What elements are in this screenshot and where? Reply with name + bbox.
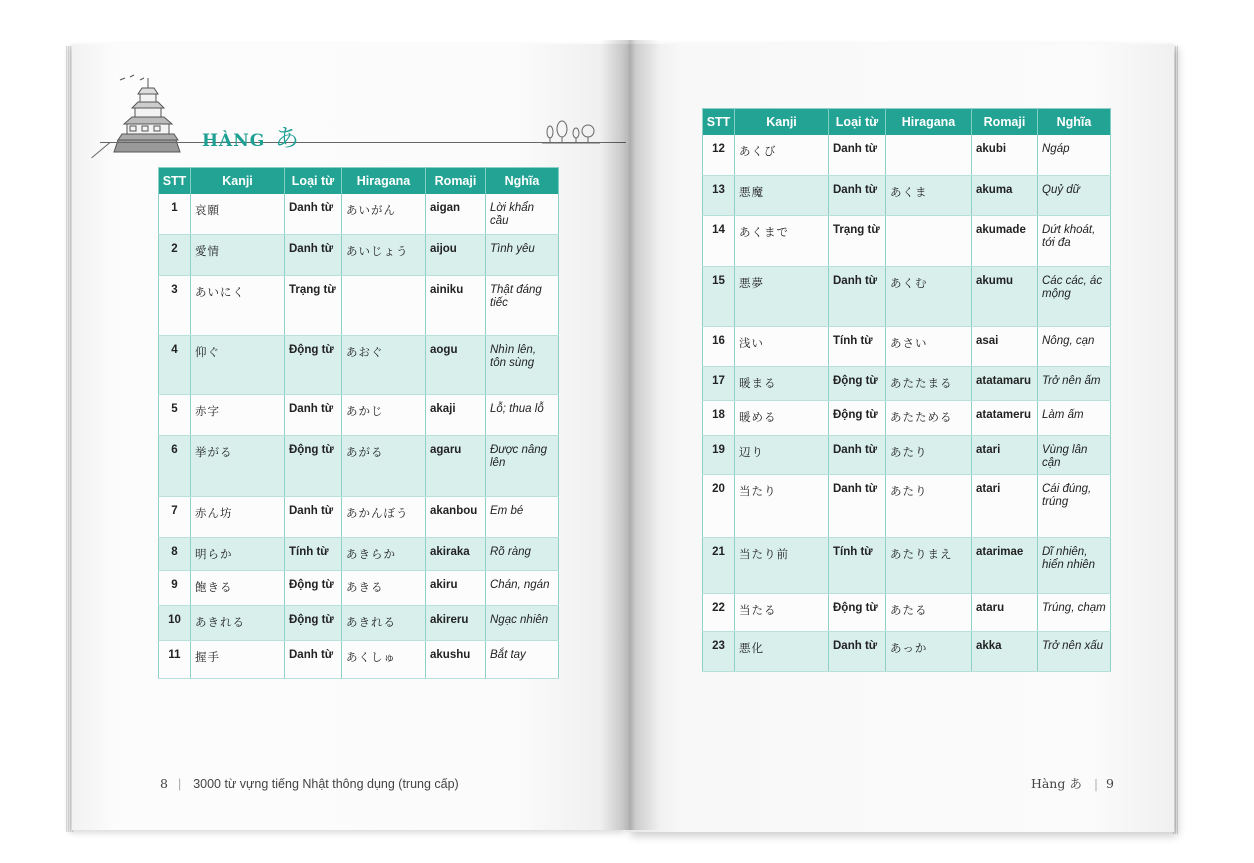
table-row bbox=[159, 570, 559, 605]
kanji-cell: 赤ん坊 bbox=[191, 496, 285, 537]
header-kanji: Kanji bbox=[191, 168, 285, 195]
hiragana-cell: あきらか bbox=[342, 537, 426, 570]
meaning-cell: Nhìn lên, tôn sùng bbox=[486, 335, 559, 394]
kanji-cell: 悪魔 bbox=[735, 175, 829, 215]
stt-cell: 8 bbox=[159, 537, 191, 570]
footer-left bbox=[160, 776, 459, 791]
header-romaji: Romaji bbox=[426, 168, 486, 195]
header-romaji: Romaji bbox=[972, 109, 1038, 136]
kanji-cell: 挙がる bbox=[191, 435, 285, 496]
type-cell: Danh từ bbox=[285, 234, 342, 275]
type-cell: Tính từ bbox=[829, 537, 886, 593]
header-kanji: Kanji bbox=[735, 109, 829, 136]
type-cell: Danh từ bbox=[829, 135, 886, 175]
stt-cell: 17 bbox=[703, 366, 735, 400]
type-cell: Danh từ bbox=[285, 194, 342, 234]
meaning-cell: Nông, cạn bbox=[1038, 326, 1111, 366]
page-number-left: 8 bbox=[160, 776, 168, 791]
header-stt: STT bbox=[703, 109, 735, 136]
header-rule-slant bbox=[91, 142, 110, 158]
header-type: Loại từ bbox=[285, 168, 342, 195]
hiragana-cell: あいじょう bbox=[342, 234, 426, 275]
romaji-cell: atari bbox=[972, 474, 1038, 537]
kanji-cell: あくまで bbox=[735, 215, 829, 266]
hiragana-cell: あかんぼう bbox=[342, 496, 426, 537]
hiragana-cell bbox=[342, 275, 426, 335]
romaji-cell: agaru bbox=[426, 435, 486, 496]
meaning-cell: Cái đúng, trúng bbox=[1038, 474, 1111, 537]
hiragana-cell bbox=[886, 215, 972, 266]
table-row bbox=[703, 135, 1111, 175]
table-row bbox=[703, 631, 1111, 671]
table-row bbox=[703, 266, 1111, 326]
right-page bbox=[626, 44, 1174, 832]
book-title: 3000 từ vựng tiếng Nhật thông dụng (trung cấp) bbox=[193, 777, 459, 791]
meaning-cell: Rõ ràng bbox=[486, 537, 559, 570]
type-cell: Trạng từ bbox=[285, 275, 342, 335]
romaji-cell: akumade bbox=[972, 215, 1038, 266]
hiragana-cell: あたり bbox=[886, 435, 972, 474]
meaning-cell: Dĩ nhiên, hiển nhiên bbox=[1038, 537, 1111, 593]
meaning-cell: Chán, ngán bbox=[486, 570, 559, 605]
hiragana-cell: あたためる bbox=[886, 400, 972, 435]
kanji-cell: 悪化 bbox=[735, 631, 829, 671]
type-cell: Danh từ bbox=[829, 266, 886, 326]
kanji-cell: 当たり bbox=[735, 474, 829, 537]
hiragana-cell: あたる bbox=[886, 593, 972, 631]
table-row bbox=[159, 275, 559, 335]
table-row bbox=[159, 335, 559, 394]
hiragana-cell: あきる bbox=[342, 570, 426, 605]
hiragana-cell: あきれる bbox=[342, 605, 426, 640]
romaji-cell: atarimae bbox=[972, 537, 1038, 593]
kanji-cell: 当たり前 bbox=[735, 537, 829, 593]
table-row bbox=[159, 435, 559, 496]
stt-cell: 12 bbox=[703, 135, 735, 175]
kanji-cell: 暖める bbox=[735, 400, 829, 435]
table-row bbox=[703, 400, 1111, 435]
table-row bbox=[703, 435, 1111, 474]
meaning-cell: Em bé bbox=[486, 496, 559, 537]
meaning-cell: Dứt khoát, tới đa bbox=[1038, 215, 1111, 266]
footer-section-label: Hàng あ bbox=[1030, 776, 1082, 791]
type-cell: Danh từ bbox=[829, 435, 886, 474]
table-row bbox=[703, 366, 1111, 400]
stt-cell: 19 bbox=[703, 435, 735, 474]
stt-cell: 21 bbox=[703, 537, 735, 593]
hiragana-cell: あくしゅ bbox=[342, 640, 426, 678]
stt-cell: 13 bbox=[703, 175, 735, 215]
kanji-cell: 仰ぐ bbox=[191, 335, 285, 394]
kanji-cell: 明らか bbox=[191, 537, 285, 570]
hiragana-cell: あいがん bbox=[342, 194, 426, 234]
left-page bbox=[72, 44, 628, 830]
stt-cell: 7 bbox=[159, 496, 191, 537]
table-row bbox=[703, 593, 1111, 631]
romaji-cell: ainiku bbox=[426, 275, 486, 335]
meaning-cell: Thật đáng tiếc bbox=[486, 275, 559, 335]
footer-right bbox=[1031, 774, 1114, 792]
meaning-cell: Các các, ác mộng bbox=[1038, 266, 1111, 326]
section-title-kana: あ bbox=[274, 124, 299, 152]
type-cell: Tính từ bbox=[285, 537, 342, 570]
header-stt: STT bbox=[159, 168, 191, 195]
section-title bbox=[202, 118, 299, 153]
hiragana-cell: あたたまる bbox=[886, 366, 972, 400]
section-title-prefix: HÀNG bbox=[202, 131, 266, 151]
romaji-cell: aigan bbox=[426, 194, 486, 234]
hiragana-cell: あっか bbox=[886, 631, 972, 671]
stt-cell: 20 bbox=[703, 474, 735, 537]
type-cell: Danh từ bbox=[285, 640, 342, 678]
kanji-cell: 哀願 bbox=[191, 194, 285, 234]
stt-cell: 14 bbox=[703, 215, 735, 266]
vocab-table-right bbox=[702, 108, 1111, 672]
table-row bbox=[159, 640, 559, 678]
header-hiragana: Hiragana bbox=[886, 109, 972, 136]
table-row bbox=[703, 215, 1111, 266]
header-type: Loại từ bbox=[829, 109, 886, 136]
hiragana-cell: あかじ bbox=[342, 394, 426, 435]
stt-cell: 23 bbox=[703, 631, 735, 671]
meaning-cell: Trở nên ấm bbox=[1038, 366, 1111, 400]
meaning-cell: Trúng, chạm bbox=[1038, 593, 1111, 631]
romaji-cell: akushu bbox=[426, 640, 486, 678]
stt-cell: 1 bbox=[159, 194, 191, 234]
stt-cell: 6 bbox=[159, 435, 191, 496]
kanji-cell: あいにく bbox=[191, 275, 285, 335]
kanji-cell: 当たる bbox=[735, 593, 829, 631]
meaning-cell: Tình yêu bbox=[486, 234, 559, 275]
meaning-cell: Ngạc nhiên bbox=[486, 605, 559, 640]
table-row bbox=[159, 194, 559, 234]
romaji-cell: akiru bbox=[426, 570, 486, 605]
romaji-cell: asai bbox=[972, 326, 1038, 366]
type-cell: Động từ bbox=[285, 570, 342, 605]
table-row bbox=[703, 474, 1111, 537]
stt-cell: 3 bbox=[159, 275, 191, 335]
page-number-right: 9 bbox=[1106, 776, 1114, 791]
meaning-cell: Quỷ dữ bbox=[1038, 175, 1111, 215]
kanji-cell: 愛情 bbox=[191, 234, 285, 275]
romaji-cell: akka bbox=[972, 631, 1038, 671]
stt-cell: 18 bbox=[703, 400, 735, 435]
type-cell: Trạng từ bbox=[829, 215, 886, 266]
type-cell: Danh từ bbox=[829, 175, 886, 215]
hiragana-cell: あたり bbox=[886, 474, 972, 537]
table-row bbox=[159, 605, 559, 640]
kanji-cell: 暖まる bbox=[735, 366, 829, 400]
type-cell: Động từ bbox=[285, 605, 342, 640]
romaji-cell: atatamaru bbox=[972, 366, 1038, 400]
meaning-cell: Lỗ; thua lỗ bbox=[486, 394, 559, 435]
stt-cell: 22 bbox=[703, 593, 735, 631]
romaji-cell: akireru bbox=[426, 605, 486, 640]
trees-illustration bbox=[542, 120, 602, 144]
kanji-cell: 辺り bbox=[735, 435, 829, 474]
type-cell: Động từ bbox=[285, 335, 342, 394]
meaning-cell: Lời khẩn cầu bbox=[486, 194, 559, 234]
romaji-cell: akiraka bbox=[426, 537, 486, 570]
table-row bbox=[703, 175, 1111, 215]
romaji-cell: akanbou bbox=[426, 496, 486, 537]
romaji-cell: akubi bbox=[972, 135, 1038, 175]
kanji-cell: 飽きる bbox=[191, 570, 285, 605]
stt-cell: 11 bbox=[159, 640, 191, 678]
footer-separator: | bbox=[1093, 776, 1099, 791]
romaji-cell: atatameru bbox=[972, 400, 1038, 435]
stt-cell: 5 bbox=[159, 394, 191, 435]
hiragana-cell: あたりまえ bbox=[886, 537, 972, 593]
romaji-cell: atari bbox=[972, 435, 1038, 474]
kanji-cell: 悪夢 bbox=[735, 266, 829, 326]
type-cell: Danh từ bbox=[829, 474, 886, 537]
romaji-cell: akaji bbox=[426, 394, 486, 435]
romaji-cell: akumu bbox=[972, 266, 1038, 326]
stt-cell: 16 bbox=[703, 326, 735, 366]
type-cell: Danh từ bbox=[285, 496, 342, 537]
meaning-cell: Bắt tay bbox=[486, 640, 559, 678]
romaji-cell: akuma bbox=[972, 175, 1038, 215]
type-cell: Tính từ bbox=[829, 326, 886, 366]
romaji-cell: aogu bbox=[426, 335, 486, 394]
type-cell: Động từ bbox=[829, 593, 886, 631]
stt-cell: 10 bbox=[159, 605, 191, 640]
table-row bbox=[159, 234, 559, 275]
meaning-cell: Ngáp bbox=[1038, 135, 1111, 175]
table-header-row bbox=[159, 168, 559, 195]
meaning-cell: Trở nên xấu bbox=[1038, 631, 1111, 671]
type-cell: Động từ bbox=[285, 435, 342, 496]
kanji-cell: あくび bbox=[735, 135, 829, 175]
table-row bbox=[703, 326, 1111, 366]
vocab-table-left bbox=[158, 167, 559, 679]
type-cell: Động từ bbox=[829, 366, 886, 400]
kanji-cell: あきれる bbox=[191, 605, 285, 640]
type-cell: Danh từ bbox=[829, 631, 886, 671]
kanji-cell: 浅い bbox=[735, 326, 829, 366]
hiragana-cell: あがる bbox=[342, 435, 426, 496]
table-row bbox=[703, 537, 1111, 593]
meaning-cell: Làm ấm bbox=[1038, 400, 1111, 435]
stt-cell: 4 bbox=[159, 335, 191, 394]
header-meaning: Nghĩa bbox=[1038, 109, 1111, 136]
hiragana-cell: あくむ bbox=[886, 266, 972, 326]
table-header-row bbox=[703, 109, 1111, 136]
hiragana-cell: あさい bbox=[886, 326, 972, 366]
romaji-cell: ataru bbox=[972, 593, 1038, 631]
table-row bbox=[159, 537, 559, 570]
stt-cell: 9 bbox=[159, 570, 191, 605]
hiragana-cell: あくま bbox=[886, 175, 972, 215]
meaning-cell: Vùng lân cận bbox=[1038, 435, 1111, 474]
table-row bbox=[159, 394, 559, 435]
table-row bbox=[159, 496, 559, 537]
kanji-cell: 赤字 bbox=[191, 394, 285, 435]
kanji-cell: 握手 bbox=[191, 640, 285, 678]
stt-cell: 15 bbox=[703, 266, 735, 326]
footer-separator: | bbox=[177, 777, 182, 791]
stt-cell: 2 bbox=[159, 234, 191, 275]
hiragana-cell bbox=[886, 135, 972, 175]
hiragana-cell: あおぐ bbox=[342, 335, 426, 394]
type-cell: Động từ bbox=[829, 400, 886, 435]
romaji-cell: aijou bbox=[426, 234, 486, 275]
header-hiragana: Hiragana bbox=[342, 168, 426, 195]
header-meaning: Nghĩa bbox=[486, 168, 559, 195]
type-cell: Danh từ bbox=[285, 394, 342, 435]
meaning-cell: Được nâng lên bbox=[486, 435, 559, 496]
